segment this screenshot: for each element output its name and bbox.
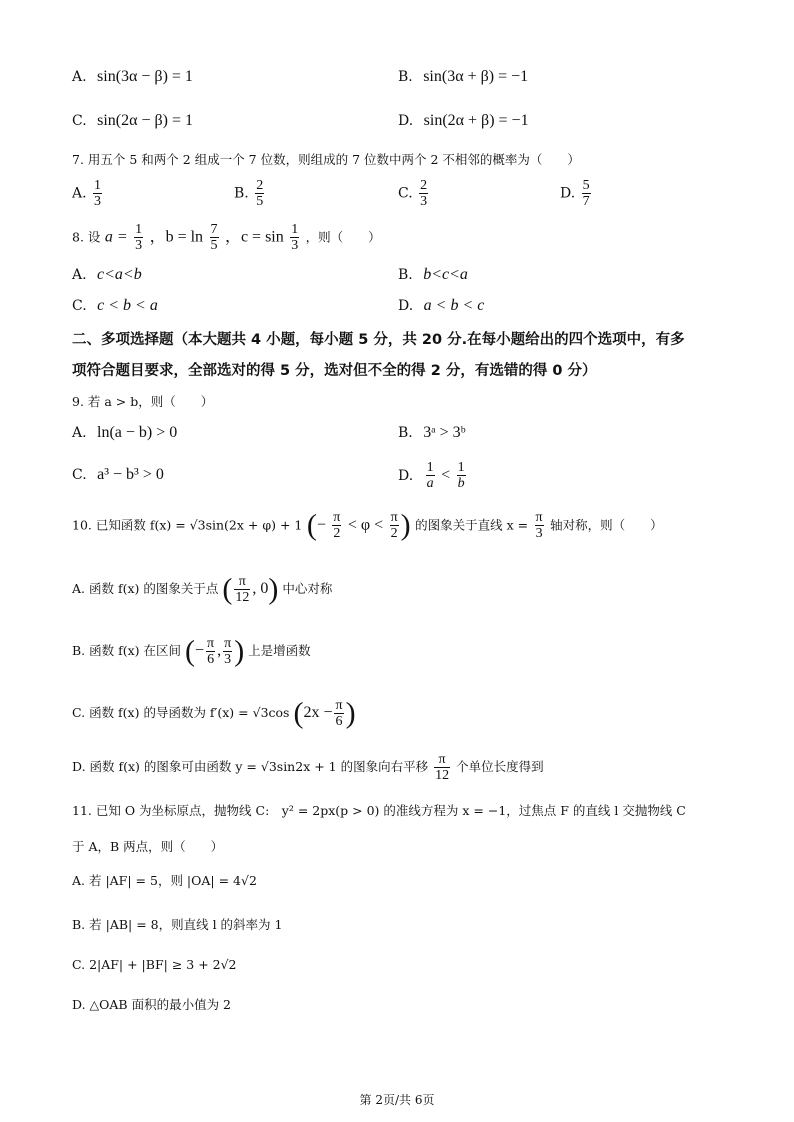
option-label: B. — [398, 425, 413, 441]
numerator: 1 — [291, 222, 299, 237]
q6-option-d — [398, 112, 529, 130]
option-label: D. — [398, 298, 414, 314]
q10-stem — [72, 510, 663, 541]
option-label: A. — [72, 69, 87, 85]
denominator: 3 — [420, 194, 428, 209]
fraction — [332, 510, 341, 541]
option-text: A. 函数 f(x) 的图象关于点 — [72, 581, 219, 596]
stem-text: 8. 设 — [72, 229, 101, 245]
fraction — [426, 460, 435, 491]
option-text: C. 函数 f(x) 的导函数为 f′(x) = √3cos — [72, 705, 290, 720]
q11-option-b: B. 若 |AB| = 8，则直线 l 的斜率为 1 — [72, 917, 283, 932]
numerator: 1 — [94, 178, 102, 193]
option-label: C. — [72, 298, 87, 314]
option-expr: ln(a − b) > 0 — [97, 424, 178, 441]
option-label: B. — [398, 69, 413, 85]
denominator: 3 — [224, 652, 232, 667]
option-label: C. — [72, 113, 87, 129]
q11-stem-line2: 于 A，B 两点，则（ ） — [72, 839, 224, 854]
option-expr: b<c<a — [423, 266, 468, 283]
denominator: 3 — [135, 238, 143, 253]
option-text: B. 函数 f(x) 在区间 — [72, 643, 182, 658]
fraction — [457, 460, 466, 491]
stem-text: 轴对称，则（ ） — [550, 517, 663, 533]
q11-stem-line1: 11. 已知 O 为坐标原点，抛物线 C: y² = 2px(p > 0) 的准线方程为 x = −1，过焦点 F 的直线 l 交抛物线 C — [72, 803, 686, 818]
option-label: B. — [398, 267, 413, 283]
option-label: A. — [72, 185, 87, 202]
var-c: ，c = sin — [224, 228, 284, 246]
fraction — [234, 574, 250, 605]
q10-option-c: C. 函数 f(x) 的导函数为 f′(x) = √3cos (2x − $\frac{\pi}{6}$ ) — [72, 696, 356, 730]
relation: < — [441, 466, 451, 484]
q8-option-b — [398, 266, 468, 284]
q10-option-b: B. 函数 f(x) 在区间 (− $\frac{\pi}{6}$ , $\frac{\pi}{3}$ ) 上是增函数 — [72, 634, 311, 668]
page-footer: 第 2页/共 6页 — [359, 1093, 435, 1107]
option-expr: c < b < a — [97, 297, 158, 314]
fraction — [582, 178, 591, 209]
numerator: π — [390, 510, 398, 525]
denominator: 3 — [291, 238, 299, 253]
q11-option-c: C. 2|AF| + |BF| ≥ 3 + 2√2 — [72, 957, 237, 972]
var-b: ，b = ln — [149, 228, 204, 246]
fraction — [434, 752, 450, 783]
option-label: D. — [398, 113, 414, 129]
numerator: 5 — [582, 178, 590, 193]
denominator: 5 — [256, 194, 264, 209]
q6-option-b — [398, 68, 528, 86]
fraction — [290, 222, 299, 253]
numerator: 2 — [256, 178, 264, 193]
option-text: 个单位长度得到 — [456, 759, 544, 774]
fraction — [334, 698, 343, 729]
fraction — [93, 178, 102, 209]
numerator: π — [234, 574, 250, 590]
denominator: 5 — [210, 238, 218, 253]
option-label: D. — [398, 467, 414, 484]
option-text: D. 函数 f(x) 的图象可由函数 y = √3sin2x + 1 的图象向右平移 — [72, 759, 429, 774]
numerator: π — [224, 636, 232, 651]
option-text: 上是增函数 — [248, 643, 311, 658]
q8-option-a — [72, 266, 142, 284]
paren-close: ) — [400, 508, 411, 542]
option-expr: a³ − b³ > 0 — [97, 466, 164, 483]
q8-option-c — [72, 297, 158, 315]
q8-stem — [72, 222, 381, 253]
option-label: A. — [72, 267, 87, 283]
q8-option-d — [398, 297, 484, 315]
denominator: 3 — [94, 194, 102, 209]
option-expr: 3ᵃ > 3ᵇ — [423, 424, 466, 441]
denominator: 7 — [582, 194, 590, 209]
q7-option-b — [234, 178, 266, 209]
option-expr: a < b < c — [423, 297, 485, 314]
option-expr: sin(2α − β) = 1 — [97, 112, 194, 129]
option-expr: sin(2α + β) = −1 — [423, 112, 529, 129]
q10-option-a: A. 函数 f(x) 的图象关于点 ( $\frac{\pi}{12}$ , 0) 中心对称 — [72, 572, 333, 606]
numerator: π — [333, 510, 341, 525]
option-expr: c<a<b — [97, 266, 142, 283]
option-label: C. — [72, 467, 87, 483]
stem-text: 10. 已知函数 f(x) = √3sin(2x + φ) + 1 — [72, 517, 303, 533]
fraction — [134, 222, 143, 253]
paren-open: ( — [306, 508, 317, 542]
denominator: 3 — [535, 526, 543, 541]
section-heading-line2: 项符合题目要求，全部选对的得 5 分，选对但不全的得 2 分，有选错的得 0 分） — [72, 363, 597, 379]
numerator: 1 — [135, 222, 143, 237]
var-a: a = — [104, 228, 128, 246]
fraction — [210, 222, 219, 253]
denominator: 2 — [390, 526, 398, 541]
range-relation: < φ < — [347, 516, 384, 534]
numerator: π — [207, 636, 215, 651]
q10-option-d — [72, 752, 544, 783]
q7-stem: 7. 用五个 5 和两个 2 组成一个 7 位数，则组成的 7 位数中两个 2 不相邻的概率为（ ） — [72, 152, 580, 167]
q7-option-d — [560, 178, 593, 209]
numerator: 2 — [420, 178, 428, 193]
stem-text: ，则（ ） — [305, 229, 381, 245]
fraction — [535, 510, 544, 541]
option-text: 中心对称 — [282, 581, 333, 596]
inner-expr: 2x − — [303, 704, 333, 721]
q7-option-c — [398, 178, 430, 209]
option-expr: sin(3α + β) = −1 — [423, 68, 529, 85]
q7-option-a — [72, 178, 104, 209]
q9-option-c — [72, 466, 164, 484]
denominator: 2 — [333, 526, 341, 541]
numerator: π — [335, 698, 343, 713]
q9-option-a — [72, 424, 177, 442]
denominator: 6 — [207, 652, 215, 667]
q9-option-d — [398, 460, 468, 491]
section-heading-line1: 二、多项选择题（本大题共 4 小题，每小题 5 分，共 20 分.在每小题给出的四个选项中，有多 — [72, 332, 685, 348]
coordinate-tail: , 0 — [252, 580, 269, 597]
denominator: 12 — [435, 768, 450, 783]
option-expr: sin(3α − β) = 1 — [97, 68, 193, 85]
numerator: π — [535, 510, 543, 525]
fraction — [255, 178, 264, 209]
q11-option-a: A. 若 |AF| = 5，则 |OA| = 4√2 — [72, 873, 257, 888]
option-label: B. — [234, 185, 249, 202]
denominator: b — [457, 476, 465, 491]
stem-text: 的图象关于直线 x = — [415, 517, 529, 533]
denominator: 6 — [335, 714, 343, 729]
option-label: D. — [560, 185, 576, 202]
q9-stem: 9. 若 a > b，则（ ） — [72, 394, 214, 409]
fraction — [206, 636, 215, 667]
q9-option-b — [398, 424, 466, 442]
fraction — [223, 636, 232, 667]
minus-sign: − — [316, 516, 326, 534]
denominator: a — [426, 476, 434, 491]
numerator: 1 — [457, 460, 465, 475]
numerator: 1 — [426, 460, 434, 475]
fraction — [390, 510, 399, 541]
q6-option-c — [72, 112, 193, 130]
numerator: 7 — [210, 222, 218, 237]
option-label: A. — [72, 425, 87, 441]
numerator: π — [434, 752, 450, 768]
fraction — [419, 178, 428, 209]
q6-option-a — [72, 68, 193, 86]
option-label: C. — [398, 185, 413, 202]
denominator: 12 — [235, 590, 250, 605]
q11-option-d: D. △OAB 面积的最小值为 2 — [72, 997, 231, 1012]
